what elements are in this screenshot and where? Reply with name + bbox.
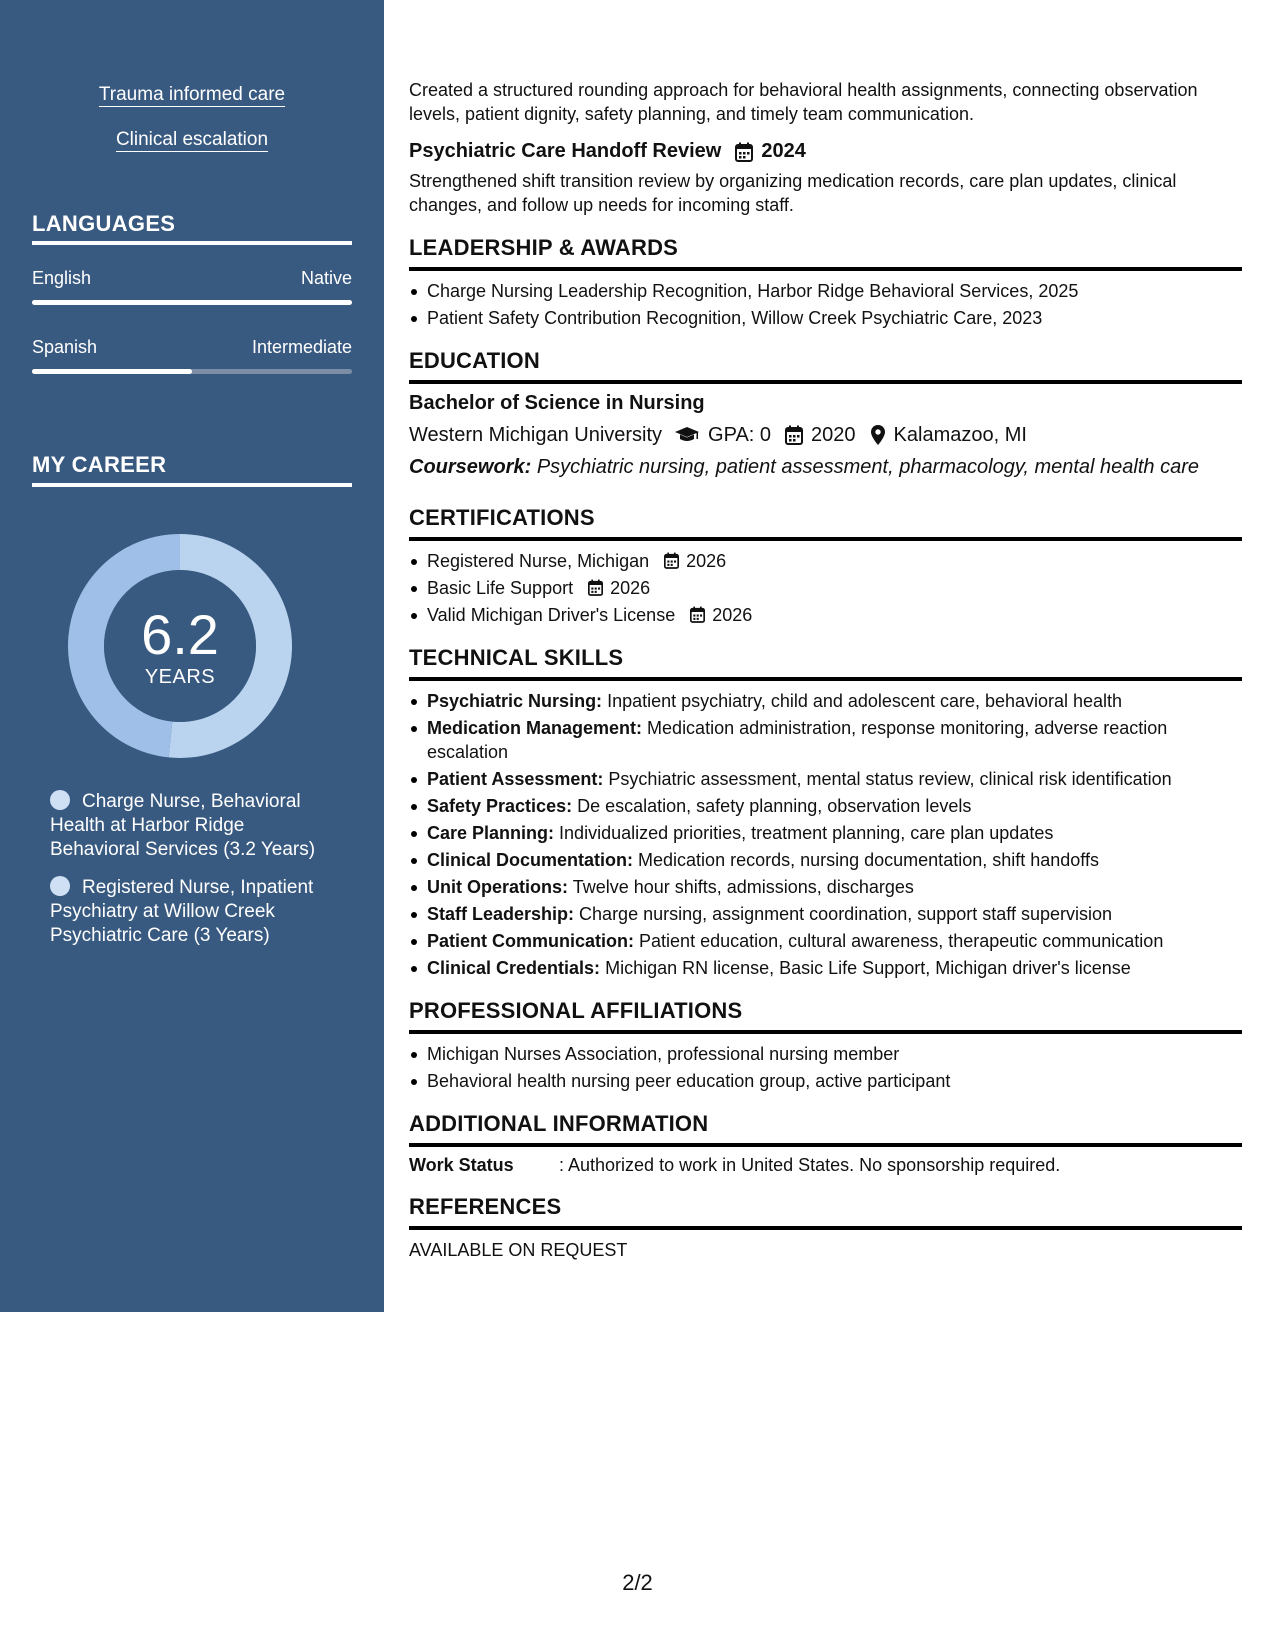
graduation-cap-icon bbox=[674, 426, 700, 444]
coursework bbox=[409, 453, 1242, 481]
main-content bbox=[409, 78, 1242, 1262]
additional-info-heading: ADDITIONAL INFORMATION bbox=[409, 1111, 709, 1136]
skill-item: Unit Operations: Twelve hour shifts, admissions, discharges bbox=[427, 875, 1242, 899]
language-level: Intermediate bbox=[251, 337, 352, 357]
list-item: Michigan Nurses Association, professional nursing member bbox=[427, 1042, 1242, 1066]
list-item: Behavioral health nursing peer education group, active participant bbox=[427, 1069, 1242, 1093]
language-row bbox=[32, 268, 352, 289]
skill-item: Clinical Documentation: Medication records, nursing documentation, shift handoffs bbox=[427, 848, 1242, 872]
legend-dot bbox=[50, 876, 70, 896]
coursework-text: Psychiatric nursing, patient assessment, pharmacology, mental health care bbox=[536, 456, 1199, 478]
sidebar bbox=[0, 0, 384, 1312]
school-name: Western Michigan University bbox=[409, 424, 663, 446]
skill-tag: Clinical escalation bbox=[115, 129, 269, 150]
project-description: Strengthened shift transition review by organizing medication records, care plan updates, clinical changes, and follow up needs for incoming staff. bbox=[409, 171, 1177, 215]
language-bar-fill bbox=[32, 300, 352, 305]
leadership-heading: LEADERSHIP & AWARDS bbox=[409, 235, 679, 260]
language-row bbox=[32, 337, 352, 358]
technical-skills-heading: TECHNICAL SKILLS bbox=[409, 645, 624, 670]
coursework-label: Coursework: bbox=[409, 456, 532, 478]
career-divider bbox=[32, 483, 352, 487]
language-level: Native bbox=[300, 268, 352, 288]
language-bar bbox=[32, 369, 352, 374]
calendar-icon bbox=[588, 579, 603, 596]
language-name: English bbox=[32, 268, 92, 288]
skill-item: Medication Management: Medication administration, response monitoring, adverse reaction escalation bbox=[427, 716, 1242, 764]
calendar-icon bbox=[664, 552, 679, 569]
education-details bbox=[409, 421, 1242, 449]
section-divider bbox=[409, 1226, 1242, 1230]
skill-item: Safety Practices: De escalation, safety planning, observation levels bbox=[427, 794, 1242, 818]
project-title: Psychiatric Care Handoff Review 2024 bbox=[409, 140, 806, 162]
section-divider bbox=[409, 677, 1242, 681]
legend-dot bbox=[50, 790, 70, 810]
calendar-icon bbox=[690, 606, 705, 623]
languages-divider bbox=[32, 241, 352, 245]
certification-item: Valid Michigan Driver's License 2026 bbox=[427, 603, 1242, 627]
calendar-icon bbox=[785, 425, 803, 445]
affiliations-heading: PROFESSIONAL AFFILIATIONS bbox=[409, 998, 743, 1023]
skill-tag: Trauma informed care bbox=[98, 84, 286, 105]
section-divider bbox=[409, 380, 1242, 384]
list-item: Patient Safety Contribution Recognition, Willow Creek Psychiatric Care, 2023 bbox=[427, 306, 1242, 330]
leadership-list bbox=[409, 279, 1242, 330]
education-heading: EDUCATION bbox=[409, 348, 540, 373]
language-bar-fill bbox=[32, 369, 192, 374]
section-divider bbox=[409, 537, 1242, 541]
career-donut-chart bbox=[64, 530, 296, 762]
gpa: GPA: 0 bbox=[708, 424, 772, 446]
career-heading: MY CAREER bbox=[32, 452, 167, 477]
references-heading: REFERENCES bbox=[409, 1194, 562, 1219]
project-intro: Created a structured rounding approach for behavioral health assignments, connecting observation levels, patient dignity, safety planning, and timely team communication. bbox=[409, 80, 1198, 124]
affiliations-list bbox=[409, 1042, 1242, 1093]
certification-item: Registered Nurse, Michigan 2026 bbox=[427, 549, 1242, 573]
certifications-heading: CERTIFICATIONS bbox=[409, 505, 595, 530]
certifications-list bbox=[409, 549, 1242, 627]
career-total-unit: YEARS bbox=[144, 666, 216, 688]
section-divider bbox=[409, 1143, 1242, 1147]
certification-item: Basic Life Support 2026 bbox=[427, 576, 1242, 600]
skill-item: Staff Leadership: Charge nursing, assignment coordination, support staff supervision bbox=[427, 902, 1242, 926]
calendar-icon bbox=[735, 142, 753, 162]
graduation-year: 2020 bbox=[811, 424, 856, 446]
skill-item: Patient Communication: Patient education, cultural awareness, therapeutic communication bbox=[427, 929, 1242, 953]
map-pin-icon bbox=[870, 424, 886, 446]
skill-item: Care Planning: Individualized priorities, treatment planning, care plan updates bbox=[427, 821, 1242, 845]
skill-item: Psychiatric Nursing: Inpatient psychiatry, child and adolescent care, behavioral health bbox=[427, 689, 1242, 713]
skill-item: Clinical Credentials: Michigan RN license, Basic Life Support, Michigan driver's license bbox=[427, 956, 1242, 980]
page-number: 2/2 bbox=[622, 1570, 653, 1595]
school-location: Kalamazoo, MI bbox=[893, 424, 1027, 446]
skill-item: Patient Assessment: Psychiatric assessment, mental status review, clinical risk identification bbox=[427, 767, 1242, 791]
language-bar bbox=[32, 300, 352, 305]
work-status-row bbox=[409, 1155, 1242, 1176]
list-item: Charge Nursing Leadership Recognition, Harbor Ridge Behavioral Services, 2025 bbox=[427, 279, 1242, 303]
section-divider bbox=[409, 1030, 1242, 1034]
skills-list bbox=[409, 689, 1242, 980]
degree-title: Bachelor of Science in Nursing bbox=[409, 392, 705, 414]
career-total-years: 6.2 bbox=[141, 603, 219, 666]
languages-heading: LANGUAGES bbox=[32, 211, 176, 236]
section-divider bbox=[409, 267, 1242, 271]
career-legend-item: Registered Nurse, Inpatient Psychiatry at Willow Creek Psychiatric Care (3 Years) bbox=[50, 877, 314, 946]
project-year: 2024 bbox=[761, 140, 806, 162]
language-name: Spanish bbox=[32, 337, 98, 357]
work-status-value: : Authorized to work in United States. No sponsorship required. bbox=[559, 1155, 1061, 1175]
career-legend-item: Charge Nurse, Behavioral Health at Harbor Ridge Behavioral Services (3.2 Years) bbox=[50, 791, 316, 860]
work-status-label: Work Status bbox=[409, 1155, 514, 1175]
references-text: AVAILABLE ON REQUEST bbox=[409, 1240, 628, 1260]
